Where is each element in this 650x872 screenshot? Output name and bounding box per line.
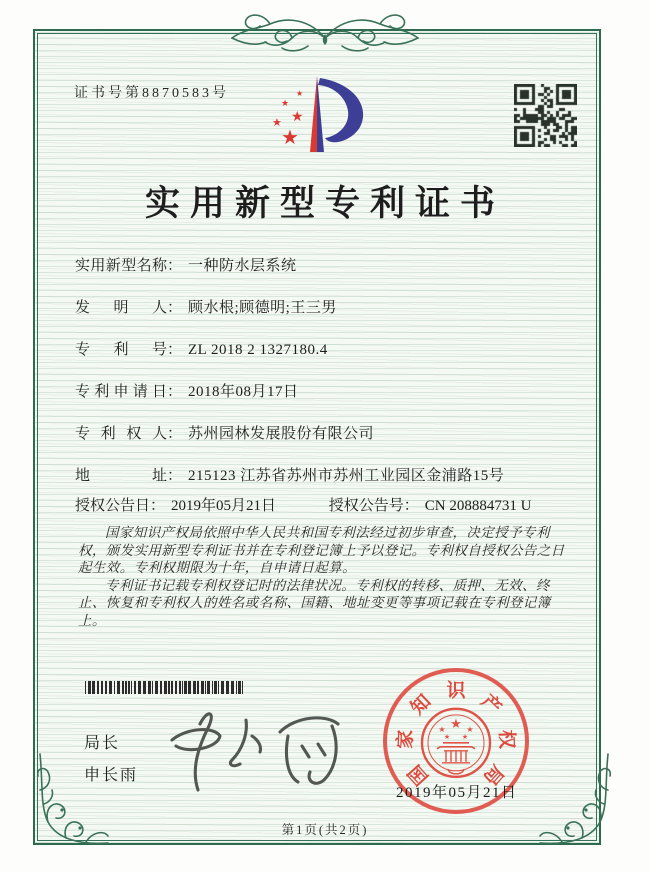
svg-text:★: ★ — [281, 127, 299, 149]
seal-ring-char: 局 — [478, 760, 508, 789]
svg-text:★: ★ — [291, 110, 304, 125]
barcode — [85, 681, 247, 694]
seal-ring-char: 识 — [446, 680, 466, 702]
field-value: 215123 江苏省苏州市苏州工业园区金浦路15号 — [188, 468, 505, 484]
field-colon: ： — [167, 342, 183, 358]
seal-ring-char: 国 — [404, 760, 434, 789]
svg-text:★: ★ — [466, 724, 474, 734]
grant-row — [75, 494, 531, 515]
field-colon: ： — [167, 258, 183, 274]
grant-no-label: 授权公告号 — [328, 498, 404, 514]
svg-text:★: ★ — [296, 89, 304, 98]
svg-text:★: ★ — [438, 724, 446, 734]
field-value: 苏州园林发展股份有限公司 — [188, 426, 375, 442]
certificate-title: 实用新型专利证书 — [144, 184, 505, 223]
field-row-address — [75, 464, 504, 485]
field-label: 专利权人 — [75, 426, 167, 442]
grant-date-value: 2019年05月21日 — [171, 498, 277, 514]
grant-date-pair — [75, 494, 325, 515]
field-label: 专利申请日 — [75, 384, 167, 400]
svg-text:★: ★ — [281, 98, 290, 108]
seal-date: 2019年05月21日 — [396, 785, 518, 801]
qr-code — [514, 84, 577, 147]
certificate-number: 证书号第8870583号 — [74, 86, 229, 101]
svg-text:★: ★ — [443, 732, 451, 741]
legal-paragraph-1: 国家知识产权局依照中华人民共和国专利法经过初步审查，决定授予专利权，颁发实用新型专利证书并在专利登记簿上予以登记。专利权自授权公告之日起生效。专利权期限为十年，自申请日起算。 — [78, 525, 565, 575]
field-colon: ： — [167, 468, 183, 484]
seal-ring-char: 产 — [476, 690, 505, 720]
field-value: 一种防水层系统 — [188, 258, 297, 274]
field-colon: ： — [150, 498, 166, 514]
field-label: 专利号 — [75, 342, 167, 358]
field-label: 地址 — [75, 468, 167, 484]
director-name: 申长雨 — [84, 767, 139, 784]
director-block — [84, 728, 138, 792]
svg-text:★: ★ — [461, 732, 469, 741]
grant-no-pair — [329, 498, 532, 514]
top-flourish-ornament-icon — [230, 8, 420, 56]
field-value: 顾水根;顾德明;王三男 — [188, 300, 337, 316]
field-colon: ： — [167, 426, 183, 442]
legal-paragraph-2: 专利证书记载专利权登记时的法律状况。专利权的转移、质押、无效、终止、恢复和专利权人的姓名或名称、国籍、地址变更等事项记载在专利登记簿上。 — [78, 577, 551, 628]
field-label: 实用新型名称 — [75, 258, 167, 274]
field-row-utility-model-name — [75, 254, 297, 275]
seal-ring-char: 权 — [495, 729, 517, 750]
field-colon: ： — [403, 498, 419, 514]
seal-ring-char: 家 — [395, 729, 417, 750]
page-footer: 第1页(共2页) — [281, 823, 369, 837]
field-row-inventors — [75, 296, 337, 317]
cnipa-logo-icon — [266, 74, 376, 156]
svg-text:★: ★ — [272, 117, 282, 129]
director-signature-handwriting — [148, 700, 353, 792]
field-row-patentee — [75, 422, 374, 443]
field-colon: ： — [167, 384, 183, 400]
field-row-application-date — [75, 380, 299, 401]
svg-text:★: ★ — [450, 715, 462, 731]
seal-ring-char: 知 — [407, 690, 436, 720]
grant-date-label: 授权公告日 — [75, 498, 151, 514]
field-label: 发明人 — [75, 300, 167, 316]
legal-body-text — [78, 524, 574, 629]
field-colon: ： — [167, 300, 183, 316]
field-row-patent-number — [75, 338, 328, 359]
field-value: 2018年08月17日 — [188, 384, 299, 400]
grant-no-value: CN 208884731 U — [424, 498, 532, 514]
director-title: 局长 — [84, 735, 121, 752]
field-value: ZL 2018 2 1327180.4 — [188, 342, 328, 358]
